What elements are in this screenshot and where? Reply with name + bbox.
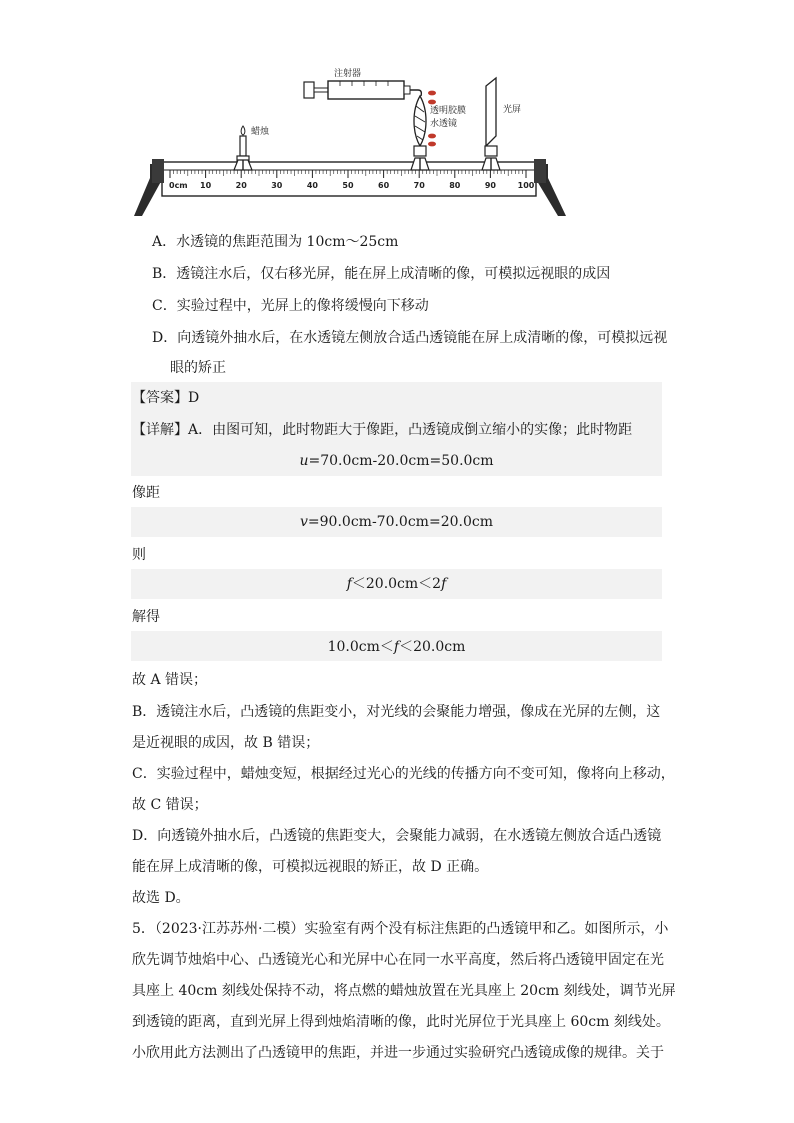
eq4-f: f (393, 639, 400, 655)
screen-label: 光屏 (503, 105, 522, 115)
eq-u-rest: =70.0cm-20.0cm=50.0cm (308, 453, 494, 469)
image-distance-label: 像距 (132, 485, 160, 501)
option-d-continued: 眼的矫正 (170, 360, 226, 376)
syringe (304, 81, 421, 99)
question5-line4: 到透镜的距离，直到光屏上得到烛焰清晰的像，此时光屏位于光具座上 60cm 刻线处。 (132, 1014, 670, 1030)
question5-line5: 小欣用此方法测出了凸透镜甲的焦距，并进一步通过实验研究凸透镜成像的规律。关于 (132, 1045, 664, 1061)
eq-v-rest: =90.0cm-70.0cm=20.0cm (307, 514, 493, 530)
detail-intro: 【详解】A．由图可知，此时物距大于像距，凸透镜成倒立缩小的实像；此时物距 (132, 422, 633, 438)
detail-b-1: B．透镜注水后，凸透镜的焦距变小，对光线的会聚能力增强，像成在光屏的左侧，这 (132, 704, 661, 720)
option-b: B．透镜注水后，仅右移光屏，能在屏上成清晰的像，可模拟远视眼的成因 (152, 266, 611, 282)
detail-d-2: 能在屏上成清晰的像，可模拟远视眼的矫正，故 D 正确。 (132, 859, 489, 875)
candle-assembly (234, 126, 252, 170)
scale-unit-label: 0cm (169, 181, 188, 190)
scale-tick-label: 60 (378, 181, 390, 190)
scale-tick-label: 80 (449, 181, 461, 190)
question5-line2: 欣先调节烛焰中心、凸透镜光心和光屏中心在同一水平高度，然后将凸透镜甲固定在光 (132, 952, 664, 968)
optical-bench-figure (128, 66, 568, 220)
eq3-f2: f (441, 576, 447, 592)
option-d: D．向透镜外抽水后，在水透镜左侧放合适凸透镜能在屏上成清晰的像，可模拟远视 (152, 330, 668, 346)
eq3-mid: ＜20.0cm＜2 (351, 576, 442, 592)
scale-tick-label: 90 (484, 181, 496, 190)
equation-inequality (131, 574, 662, 594)
scale-tick-label: 30 (271, 181, 283, 190)
scale-tick-label: 100 (517, 181, 535, 190)
detail-c-2: 故 C 错误； (132, 797, 208, 813)
equation-object-distance (131, 451, 662, 471)
scale-tick-label: 40 (306, 181, 318, 190)
equation-focal-range (131, 637, 662, 657)
scale-tick-label: 70 (413, 181, 425, 190)
scale-tick-label: 50 (342, 181, 354, 190)
bench-rail (162, 162, 536, 196)
scale-tick-label: 20 (235, 181, 247, 190)
eq4-right: ＜20.0cm (399, 639, 466, 655)
eq3-f: f (346, 576, 352, 592)
question5-line3: 具座上 40cm 刻线处保持不动，将点燃的蜡烛放置在光具座上 20cm 刻线处，调节光屏 (132, 983, 676, 999)
water-lens (411, 91, 436, 170)
candle-label: 蜡烛 (251, 127, 270, 137)
eq-var-u: u (299, 453, 309, 469)
option-a: A．水透镜的焦距范围为 10cm～25cm (152, 234, 399, 250)
equation-image-distance (131, 512, 662, 532)
bench-right-cap (534, 159, 546, 183)
answer-line: 【答案】D (132, 390, 200, 406)
detail-c-1: C．实验过程中，蜡烛变短，根据经过光心的光线的传播方向不变可知，像将向上移动， (132, 766, 675, 782)
then-label: 则 (132, 547, 146, 563)
light-screen (482, 78, 500, 170)
scale-tick-label: 10 (200, 181, 212, 190)
syringe-label: 注射器 (334, 69, 362, 79)
choose-line: 故选 D。 (132, 890, 190, 906)
option-c: C．实验过程中，光屏上的像将缓慢向下移动 (152, 298, 429, 314)
question5-line1: 5．（2023·江苏苏州·二模）实验室有两个没有标注焦距的凸透镜甲和乙。如图所示，小 (132, 921, 669, 937)
detail-b-2: 是近视眼的成因，故 B 错误； (132, 735, 320, 751)
eq-var-v: v (300, 514, 308, 530)
lens-label-film: 透明胶膜 (430, 106, 467, 116)
eq4-left: 10.0cm＜ (327, 639, 394, 655)
bench-left-cap (152, 159, 164, 183)
solve-label: 解得 (132, 609, 160, 625)
detail-d-1: D．向透镜外抽水后，凸透镜的焦距变大，会聚能力减弱，在水透镜左侧放合适凸透镜 (132, 828, 662, 844)
a-wrong: 故 A 错误； (132, 672, 208, 688)
lens-label-water-lens: 水透镜 (430, 119, 458, 129)
